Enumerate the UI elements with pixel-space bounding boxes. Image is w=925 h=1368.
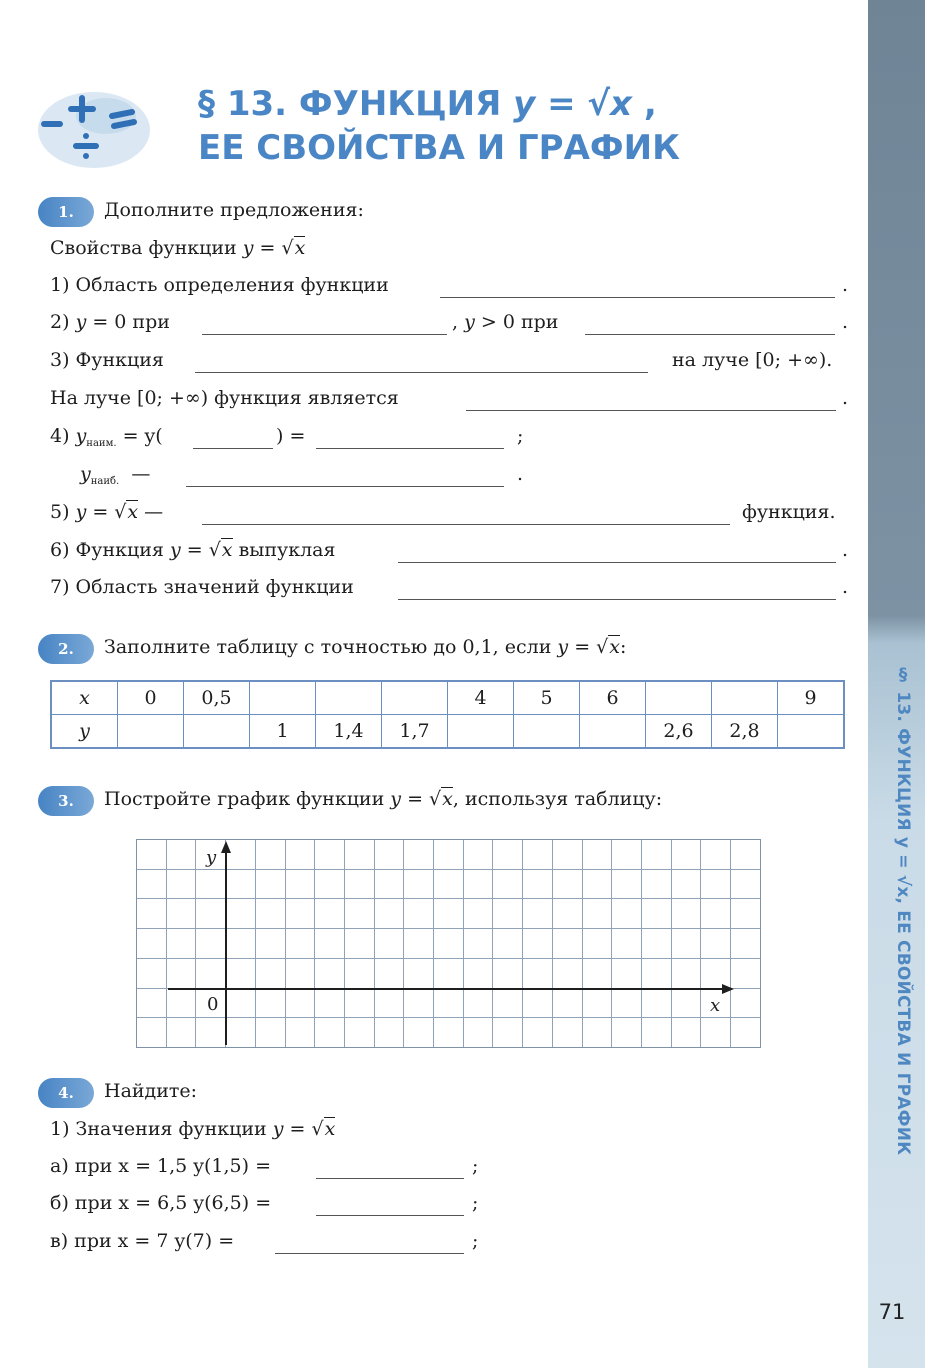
table-cell[interactable] (778, 715, 845, 749)
find-values-intro: 1) Значения функции y = √x (50, 1118, 336, 1140)
math-symbols-logo-icon (34, 86, 154, 172)
origin-label: 0 (207, 994, 219, 1015)
answer-blank[interactable] (316, 1178, 464, 1179)
task-heading: Постройте график функции y = √x, используя таблицу: (104, 788, 663, 810)
table-cell[interactable] (382, 681, 448, 715)
page-title: § 13. ФУНКЦИЯ y = √x , ЕЕ СВОЙСТВА И ГРАФИК (198, 84, 680, 168)
answer-blank[interactable] (440, 297, 835, 298)
table-cell: x (51, 681, 118, 715)
page-number: 71 (878, 1300, 906, 1324)
item-range: 7) Область значений функции (50, 576, 354, 598)
table-cell: 9 (778, 681, 845, 715)
graph-grid[interactable] (136, 839, 762, 1049)
table-cell: 5 (514, 681, 580, 715)
y-axis-arrow-icon (221, 841, 231, 853)
answer-blank[interactable] (316, 1215, 464, 1216)
table-cell[interactable] (118, 715, 184, 749)
item-zeros: 2) y = 0 при (50, 311, 170, 333)
task-number-badge: 1. (38, 197, 94, 227)
item-min: 4) $y_{наим.} = y$( (50, 425, 163, 449)
table-cell: 0,5 (184, 681, 250, 715)
find-item-a: а) при x = 1,5 y(1,5) = (50, 1155, 272, 1177)
table-cell: 0 (118, 681, 184, 715)
find-item-b: б) при x = 6,5 y(6,5) = (50, 1192, 272, 1214)
task-number-badge: 4. (38, 1078, 94, 1108)
table-cell[interactable] (646, 681, 712, 715)
answer-blank[interactable] (316, 448, 504, 449)
values-table (50, 680, 845, 749)
x-axis-arrow-icon (722, 984, 734, 994)
answer-blank[interactable] (195, 372, 648, 373)
table-cell[interactable] (580, 715, 646, 749)
y-axis-label: y (206, 847, 217, 868)
table-cell: 1,4 (316, 715, 382, 749)
answer-blank[interactable] (398, 599, 836, 600)
table-cell: y (51, 715, 118, 749)
task-number-badge: 2. (38, 634, 94, 664)
answer-blank[interactable] (275, 1253, 464, 1254)
table-cell[interactable] (316, 681, 382, 715)
table-cell[interactable] (184, 715, 250, 749)
answer-blank[interactable] (193, 448, 273, 449)
table-cell: 4 (448, 681, 514, 715)
item-domain: 1) Область определения функции (50, 274, 389, 296)
answer-blank[interactable] (202, 524, 730, 525)
answer-blank[interactable] (466, 410, 836, 411)
item-monotonic: 3) Функция (50, 349, 164, 371)
table-row (51, 715, 844, 749)
item-ray: На луче [0; +∞) функция является (50, 387, 399, 409)
table-cell: 1 (250, 715, 316, 749)
table-cell: 1,7 (382, 715, 448, 749)
task-heading: Найдите: (104, 1080, 198, 1102)
table-row (51, 681, 844, 715)
item-type: 5) y = √x — (50, 501, 164, 523)
answer-blank[interactable] (585, 334, 835, 335)
item-max: $y_{наиб.}$ — (80, 463, 151, 487)
answer-blank[interactable] (398, 562, 836, 563)
table-cell[interactable] (514, 715, 580, 749)
table-cell[interactable] (250, 681, 316, 715)
table-cell: 2,6 (646, 715, 712, 749)
item-convex: 6) Функция y = √x выпуклая (50, 539, 336, 561)
task-number-badge: 3. (38, 786, 94, 816)
table-cell[interactable] (448, 715, 514, 749)
find-item-c: в) при x = 7 y(7) = (50, 1230, 235, 1252)
answer-blank[interactable] (202, 334, 447, 335)
task-heading: Заполните таблицу с точностью до 0,1, если y = √x: (104, 636, 627, 658)
table-cell: 2,8 (712, 715, 778, 749)
table-cell: 6 (580, 681, 646, 715)
answer-blank[interactable] (186, 486, 504, 487)
properties-intro: Свойства функции y = √x (50, 237, 306, 259)
table-cell[interactable] (712, 681, 778, 715)
x-axis-label: x (710, 995, 721, 1016)
task-heading: Дополните предложения: (104, 199, 364, 221)
running-title: § 13. ФУНКЦИЯ y = √x, ЕЕ СВОЙСТВА И ГРАФИК (893, 665, 913, 1156)
